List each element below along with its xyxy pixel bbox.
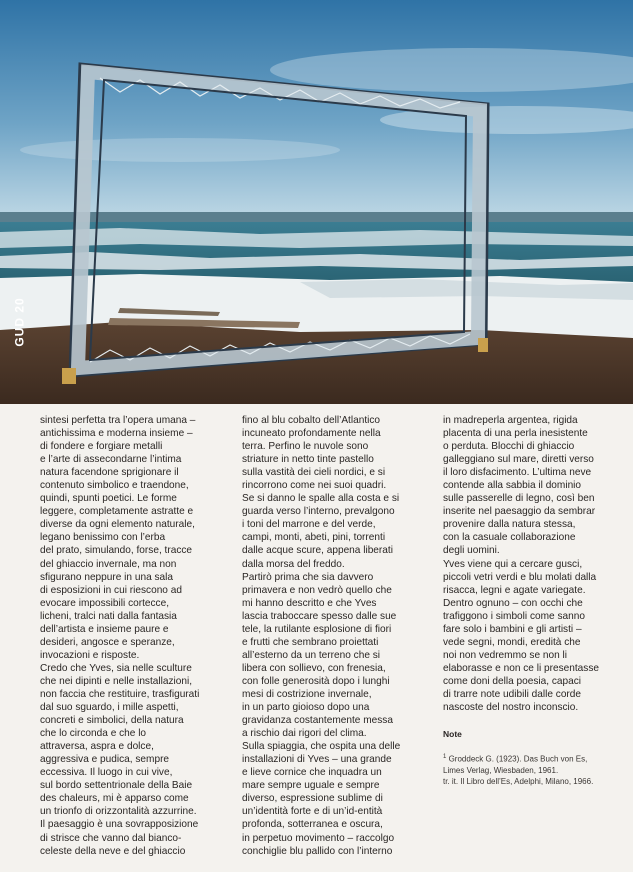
text-line: in madreperla argentea, rigida: [443, 415, 578, 426]
text-line: in perpetuo movimento – raccolgo: [242, 832, 395, 844]
text-column-2: [242, 414, 431, 858]
footnote-marker: 1: [443, 754, 447, 760]
text-line: fare solo i bambini e gli artisti –: [443, 623, 582, 635]
text-line: che lo circonda e che lo: [40, 728, 147, 740]
text-line: il loro disfacimento. L’ultima neve: [443, 467, 592, 479]
text-line: des chaleurs, mi è apparso come: [40, 793, 189, 805]
text-line: celeste della neve e del ghiaccio: [40, 845, 186, 857]
text-line: Partirò prima che sia davvero: [242, 571, 374, 583]
text-line: che nei dipinti e nelle installazioni,: [40, 675, 193, 687]
text-line: aggressiva e pudica, sempre: [40, 754, 170, 766]
text-line: o perduta. Blocchi di ghiaccio: [443, 441, 575, 453]
text-line: gravidanza costantemente messa: [242, 715, 393, 727]
text-line: di strisce che vanno dal bianco-: [40, 832, 182, 844]
text-line: guarda verso l’interno, prevalgono: [242, 506, 395, 518]
text-line: trafiggono i simboli come sanno: [443, 610, 585, 622]
notes-heading: Note: [443, 729, 462, 739]
footnote-line: Limes Verlag, Wiesbaden, 1961.: [443, 765, 559, 775]
text-line: profonda, sotterranea e oscura,: [242, 819, 383, 831]
text-line: non faccia che restituire, trasfigurati: [40, 688, 200, 700]
text-line: un trionfo di orizzontalità azzurrine.: [40, 806, 197, 818]
text-line: nascoste del nostro inconscio.: [443, 702, 579, 714]
text-line: attraversa, aspra e dolce,: [40, 741, 154, 753]
text-line: sul bordo settentrionale della Baie: [40, 780, 193, 792]
text-line: legano benissimo con l’erba: [40, 532, 166, 544]
section-label-text: GUD 20: [13, 297, 28, 347]
text-line: e frutti che sembrano proiettati: [242, 636, 379, 648]
text-line: striature in netto tinte pastello: [242, 454, 374, 466]
text-line: in un parto gioioso dopo una: [242, 702, 370, 714]
text-line: i toni del marrone e del verde,: [242, 519, 376, 531]
text-line: mare sempre uguale e sempre: [242, 780, 380, 792]
text-line: campi, monti, abeti, pini, torrenti: [242, 532, 386, 544]
text-line: Yves viene qui a cercare gusci,: [443, 558, 583, 570]
text-line: placenta di una perla inesistente: [443, 428, 588, 440]
text-line: mi hanno descritto e che Yves: [242, 597, 377, 609]
text-line: Se si danno le spalle alla costa e si: [242, 493, 400, 505]
text-line: provenire dalla natura stessa,: [443, 519, 576, 531]
text-line: del ghiaccio invernale, ma non: [40, 558, 177, 570]
footnotes: [443, 752, 625, 787]
text-line: come doni della poesia, capaci: [443, 675, 582, 687]
text-line: conchiglie blu pallido con l’interno: [242, 845, 393, 857]
text-line: galleggiano sul mare, diretti verso: [443, 454, 594, 466]
text-line: mesi di costrizione invernale,: [242, 688, 372, 700]
text-line: sulle passerelle di legno, così ben: [443, 493, 595, 505]
text-line: incuneato profondamente nella: [242, 428, 381, 440]
text-line: primavera e non vedrò quello che: [242, 584, 392, 596]
text-line: Sulla spiaggia, che ospita una delle: [242, 741, 401, 753]
text-line: sulla vastità dei cieli nordici, e si: [242, 467, 386, 479]
text-line: invocazioni e risposte.: [40, 649, 140, 661]
text-line: concreti e simbolici, della natura: [40, 715, 184, 727]
text-column-3: [443, 414, 625, 714]
text-line: libera con sollievo, con frenesia,: [242, 662, 386, 674]
text-line: un’identità forte e di un’id-entità: [242, 806, 383, 818]
text-line: dalla morsa del freddo.: [242, 558, 345, 570]
text-line: di trarre note udibili dalle corde: [443, 688, 582, 700]
text-line: all’esterno da un terreno che si: [242, 649, 381, 661]
text-line: con folle generosità dopo i lunghi: [242, 675, 390, 687]
text-line: sintesi perfetta tra l’opera umana –: [40, 415, 196, 426]
text-line: vede segni, mondi, eredità che: [443, 636, 581, 648]
text-line: con la casuale collaborazione: [443, 532, 576, 544]
text-line: piccoli vetri verdi e blu molati dalla: [443, 571, 597, 583]
text-line: fino al blu cobalto dell’Atlantico: [242, 415, 381, 426]
text-line: natura facendone sprigionare il: [40, 467, 179, 479]
text-line: terra. Perfino le nuvole sono: [242, 441, 369, 453]
text-line: leggere, completamente astratte e: [40, 506, 194, 518]
text-line: di esposizioni in cui riescono ad: [40, 584, 182, 596]
text-line: lascia traboccare spesso dalle sue: [242, 610, 397, 622]
text-line: licheni, tralci nati dalla fantasia: [40, 610, 177, 622]
text-line: Il paesaggio è una sovrapposizione: [40, 819, 199, 831]
text-line: contende alla sabbia il dominio: [443, 480, 582, 492]
text-line: diverso, espressione sublime di: [242, 793, 383, 805]
text-line: e lieve cornice che inquadra un: [242, 767, 382, 779]
text-line: contenuto simbolico e traendone,: [40, 480, 189, 492]
text-line: dal suo sguardo, i mille aspetti,: [40, 702, 179, 714]
text-line: desideri, angosce e speranze,: [40, 636, 175, 648]
text-line: di fondere e forgiare metalli: [40, 441, 163, 453]
text-line: a rischio dai rigori del clima.: [242, 728, 367, 740]
text-line: noi non vedremmo se non li: [443, 649, 567, 661]
footnote-line: tr. it. Il Libro dell’Es, Adelphi, Milano, 1966.: [443, 776, 594, 786]
text-line: eccessiva. Il luogo in cui vive,: [40, 767, 173, 779]
text-line: sfigurano neppure in una sala: [40, 571, 173, 583]
text-line: inserite nel paesaggio da sembrar: [443, 506, 596, 518]
text-line: elaborasse e non ce li presentasse: [443, 662, 599, 674]
footnote-line: Groddeck G. (1923). Das Buch von Es,: [448, 754, 588, 764]
text-line: tele, la rutilante esplosione di fiori: [242, 623, 392, 635]
text-line: installazioni di Yves – una grande: [242, 754, 392, 766]
text-line: diverse da ogni elemento naturale,: [40, 519, 195, 531]
footnote-1: [443, 752, 625, 765]
page-section-label: [10, 292, 30, 352]
text-line: e l’arte di assecondarne l’intima: [40, 454, 182, 466]
text-line: Credo che Yves, sia nelle sculture: [40, 662, 192, 674]
text-line: rincorrono come nei suoi quadri.: [242, 480, 387, 492]
text-column-1: [40, 414, 232, 858]
text-line: degli uomini.: [443, 545, 500, 557]
text-line: risacca, legni e agate variegate.: [443, 584, 586, 596]
text-line: dell’artista e insieme paure e: [40, 623, 169, 635]
installation-photo: [0, 0, 633, 404]
text-line: antichissima e moderna insieme –: [40, 428, 193, 440]
text-line: quindi, spunti poetici. Le forme: [40, 493, 177, 505]
text-line: evocare impossibili cortecce,: [40, 597, 170, 609]
text-line: Dentro ognuno – con occhi che: [443, 597, 583, 609]
text-line: del prato, simulando, forse, tracce: [40, 545, 193, 557]
text-line: dalle acque scure, appena liberati: [242, 545, 393, 557]
